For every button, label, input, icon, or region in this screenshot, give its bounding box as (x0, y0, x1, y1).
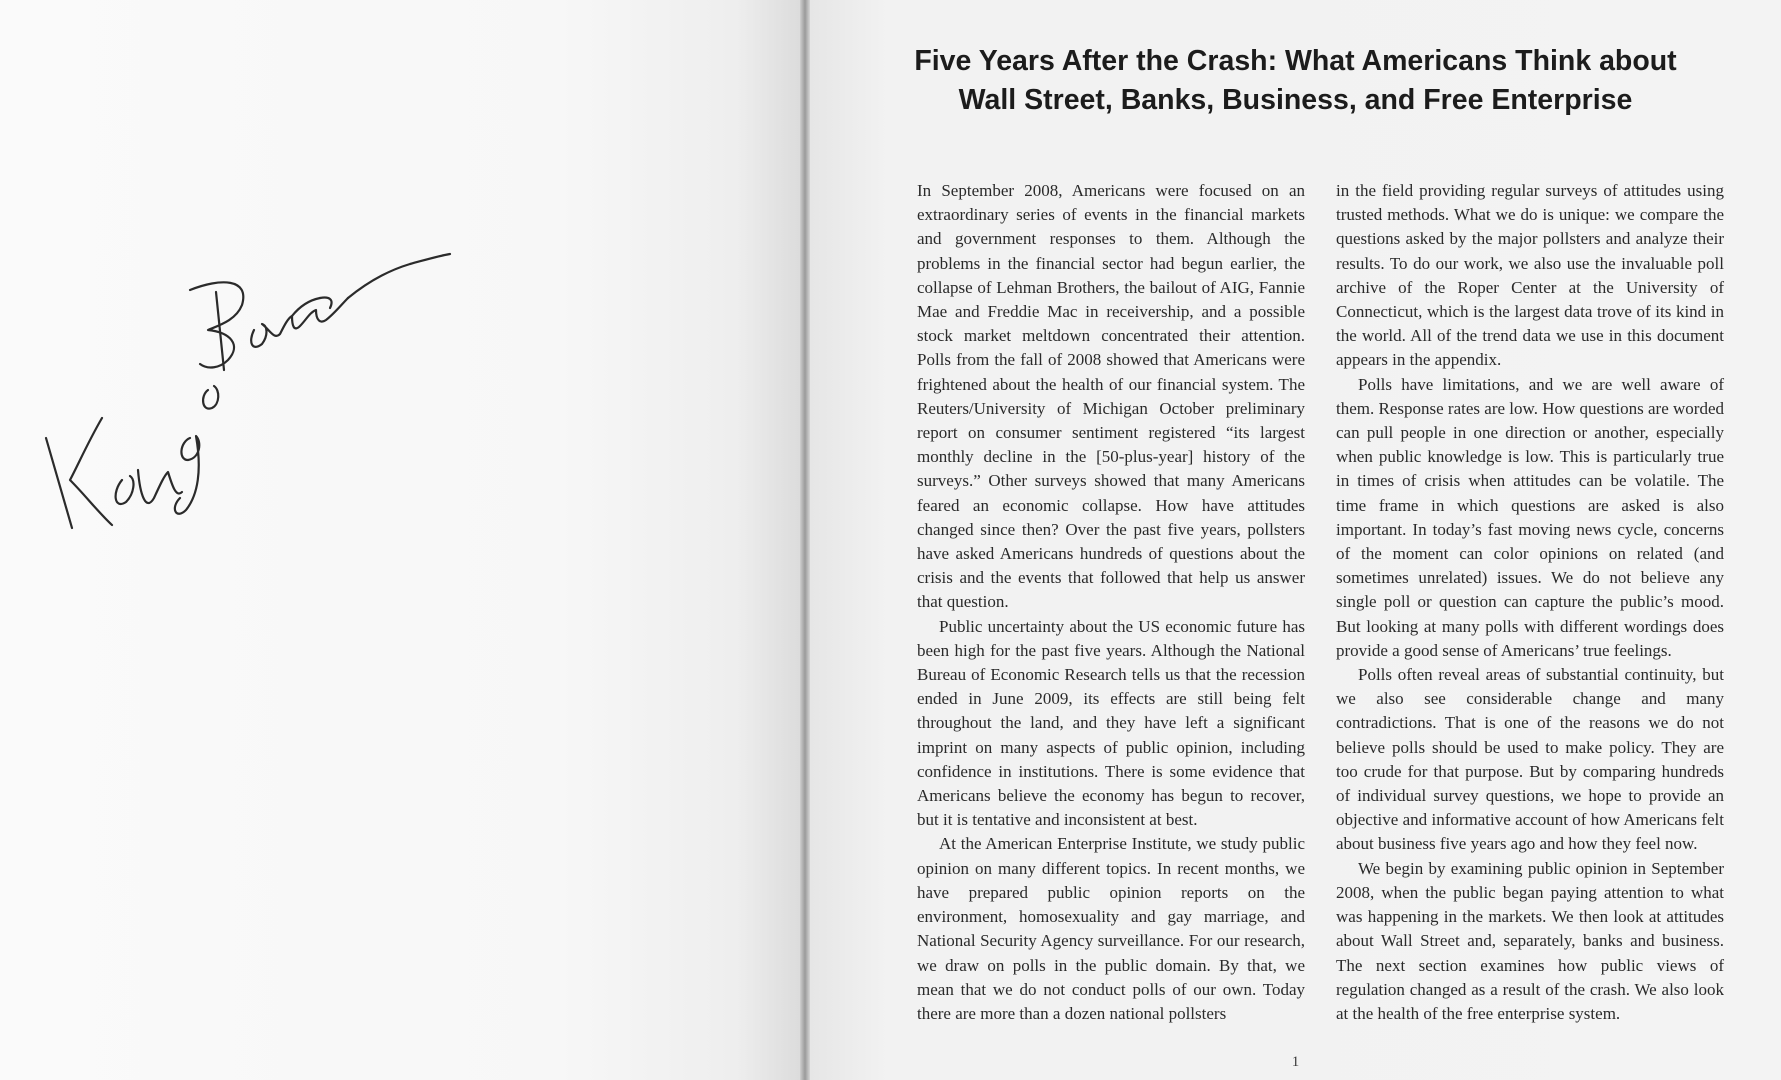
right-page (810, 0, 1781, 1080)
paragraph: Polls have limitations, and we are well aware of them. Response rates are low. How questions are worded can pull people in one direction or another, especially when public knowledge is low. This is particularly true in times of crisis when attitudes can be volatile. The time frame in which questions are asked is also important. In today’s fast moving news cycle, concerns of the moment can color opinions on related (and sometimes unrelated) issues. We do not believe any single poll or question can capture the public’s mood. But looking at many polls with different wordings does provide a good sense of Americans’ true feelings. (1336, 374, 1724, 660)
book-gutter (800, 0, 810, 1080)
paragraph: Polls often reveal areas of substantial continuity, but we also see considerable change and many contradictions. That is one of the reasons we do not believe polls should be used to make policy. They are too crude for that purpose. But by comparing hundreds of individual survey questions, we hope to provide an objective and informative account of how Americans felt about business five years ago and how they feel now. (1336, 665, 1724, 854)
paragraph: Public uncertainty about the US economic future has been high for the past five years. Although the National Bureau of Economic Research tells us that the recession ended in June 2009, its effects are still being felt throughout the land, and they have left a significant imprint on many aspects of public opinion, including confidence in institutions. There is some evidence that Americans believe the economy has begun to recover, but it is tentative and inconsistent at best. (917, 616, 1305, 830)
left-page (0, 0, 800, 1080)
paragraph: We begin by examining public opinion in September 2008, when the public began paying attention to what was happening in the markets. We then look at attitudes about Wall Street and, separately, banks and business. The next section examines how public views of regulation changed as a result of the crash. We also look at the health of the free enterprise system. (1336, 858, 1724, 1023)
title-line-2: Wall Street, Banks, Business, and Free Enterprise (958, 84, 1633, 116)
title-line-1: Five Years After the Crash: What Americans Think about (914, 45, 1677, 77)
handwritten-signature (30, 180, 490, 560)
signature-strokes (46, 254, 450, 528)
paragraph: In September 2008, Americans were focused on an extraordinary series of events in the financial markets and government responses to them. Although the problems in the financial sector had begun earlier, the collapse of Lehman Brothers, the bailout of AIG, Fannie Mae and Freddie Mac in receivership, and a possible stock market meltdown concentrated their attention. Polls from the fall of 2008 showed that Americans were frightened about the health of our financial system. The Reuters/University of Michigan October preliminary report on consumer sentiment registered “its largest monthly decline in the [50-plus-year] history of the surveys.” Other surveys showed that many Americans feared an economic collapse. How have attitudes changed since then? Over the past five years, pollsters have asked Americans hundreds of questions about the crisis and the events that followed that help us answer that question. (917, 181, 1305, 612)
text-column-right (1336, 179, 1724, 1026)
text-column-left (917, 179, 1305, 1026)
page-title (810, 42, 1781, 120)
paragraph: At the American Enterprise Institute, we study public opinion on many different topics. In recent months, we have prepared public opinion reports on the environment, homosexuality and gay marriage, and National Security Agency surveillance. For our research, we draw on polls in the public domain. By that, we mean that we do not conduct polls of our own. Today there are more than a dozen national pollsters (917, 834, 1305, 1023)
page-number: 1 (1291, 1054, 1300, 1070)
paragraph: in the field providing regular surveys of attitudes using trusted methods. What we do is unique: we compare the questions asked by the major pollsters and analyze their results. To do our work, we also use the invaluable poll archive of the Roper Center at the University of Connecticut, which is the largest data trove of its kind in the world. All of the trend data we use in this document appears in the appendix. (1336, 181, 1724, 370)
